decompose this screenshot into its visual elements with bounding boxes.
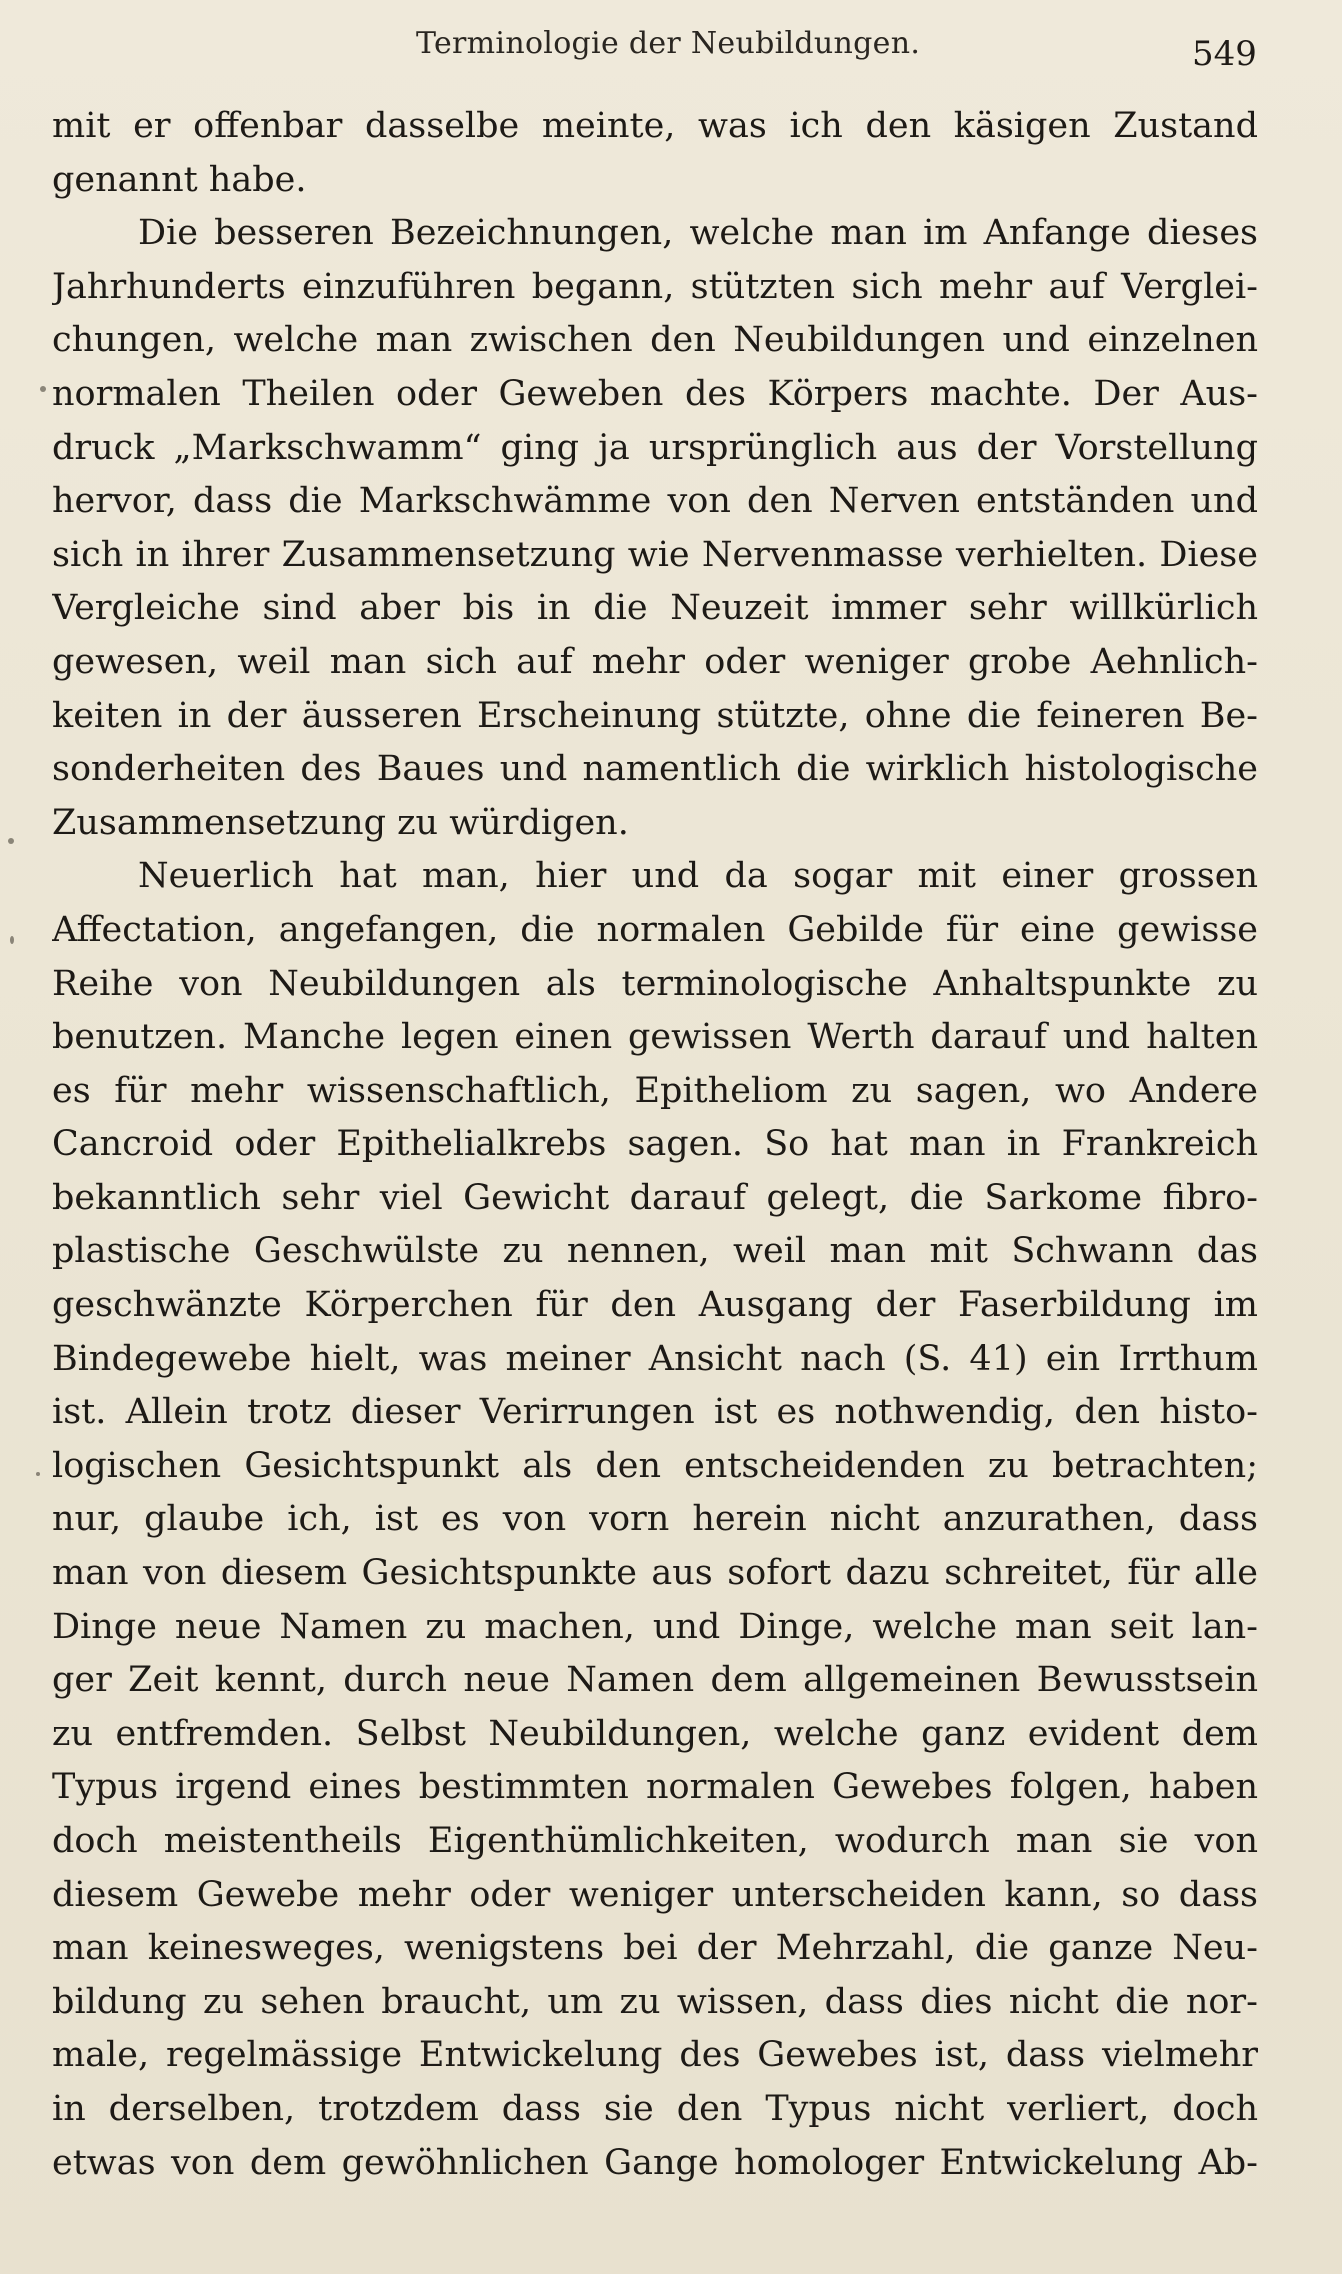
text-line: normalen Theilen oder Geweben des Körpers machte. Der Aus- [52, 373, 1258, 414]
running-head [0, 22, 1342, 78]
body-text [52, 100, 1258, 2190]
text-line: Reihe von Neubildungen als terminologische Anhaltspunkte zu [52, 963, 1258, 1004]
text-line: Die besseren Bezeichnungen, welche man im Anfange dieses [138, 213, 1258, 254]
text-line: Neuerlich hat man, hier und da sogar mit einer grossen [138, 856, 1258, 897]
text-line: ist. Allein trotz dieser Verirrungen ist es nothwendig, den histo- [52, 1392, 1258, 1433]
text-line: sich in ihrer Zusammensetzung wie Nervenmasse verhielten. Diese [52, 534, 1258, 575]
text-line: keiten in der äusseren Erscheinung stützte, ohne die feineren Be- [52, 695, 1258, 736]
text-line: bekanntlich sehr viel Gewicht darauf gelegt, die Sarkome fibro- [52, 1177, 1258, 1218]
text-line: es für mehr wissenschaftlich, Epitheliom zu sagen, wo Andere [52, 1070, 1258, 1111]
text-line: chungen, welche man zwischen den Neubildungen und einzelnen [52, 320, 1258, 361]
text-line: druck „Markschwamm“ ging ja ursprünglich aus der Vorstellung [52, 427, 1258, 468]
text-line: Vergleiche sind aber bis in die Neuzeit immer sehr willkürlich [52, 588, 1258, 629]
text-line: gewesen, weil man sich auf mehr oder weniger grobe Aehnlich- [52, 641, 1258, 682]
text-line: Affectation, angefangen, die normalen Gebilde für eine gewisse [52, 909, 1258, 950]
text-line: mit er offenbar dasselbe meinte, was ich den käsigen Zustand [52, 106, 1258, 146]
text-line: sonderheiten des Baues und namentlich die wirklich histologische [52, 749, 1258, 790]
text-line: bildung zu sehen braucht, um zu wissen, dass dies nicht die nor- [52, 1981, 1258, 2022]
text-line: nur, glaube ich, ist es von vorn herein nicht anzurathen, dass [52, 1499, 1258, 1540]
ink-speck [8, 838, 14, 844]
text-line: plastische Geschwülste zu nennen, weil man mit Schwann das [52, 1231, 1258, 1272]
text-line: hervor, dass die Markschwämme von den Nerven entständen und [52, 481, 1258, 522]
text-line: in derselben, trotzdem dass sie den Typus nicht verliert, doch [52, 2088, 1258, 2129]
text-line: Dinge neue Namen zu machen, und Dinge, welche man seit lan- [52, 1606, 1258, 1647]
text-line: Bindegewebe hielt, was meiner Ansicht nach (S. 41) ein Irrthum [52, 1338, 1258, 1379]
text-line: ger Zeit kennt, durch neue Namen dem allgemeinen Bewusstsein [52, 1660, 1258, 1701]
text-line: genannt habe. [52, 159, 307, 200]
text-line: man keinesweges, wenigstens bei der Mehrzahl, die ganze Neu- [52, 1928, 1258, 1969]
text-line: doch meistentheils Eigenthümlichkeiten, wodurch man sie von [52, 1821, 1258, 1861]
text-line: Jahrhunderts einzuführen begann, stützten sich mehr auf Verglei- [52, 266, 1258, 307]
ink-speck [36, 1472, 40, 1476]
page-number: 549 [1192, 34, 1257, 74]
ink-speck [40, 386, 46, 392]
text-line: etwas von dem gewöhnlichen Gange homologer Entwickelung Ab- [52, 2142, 1258, 2183]
text-line: man von diesem Gesichtspunkte aus sofort dazu schreitet, für alle [52, 1553, 1258, 1594]
text-line: zu entfremden. Selbst Neubildungen, welche ganz evident dem [52, 1713, 1258, 1754]
text-line: male, regelmässige Entwickelung des Gewebes ist, dass vielmehr [52, 2035, 1258, 2076]
text-line: Zusammensetzung zu würdigen. [52, 802, 629, 843]
text-line: benutzen. Manche legen einen gewissen Werth darauf und halten [52, 1017, 1258, 1058]
running-title: Terminologie der Neubildungen. [416, 26, 921, 61]
text-line: diesem Gewebe mehr oder weniger unterscheiden kann, so dass [52, 1874, 1258, 1915]
text-line: Cancroid oder Epithelialkrebs sagen. So hat man in Frankreich [52, 1124, 1258, 1165]
text-line: logischen Gesichtspunkt als den entscheidenden zu betrachten; [52, 1445, 1258, 1486]
text-line: Typus irgend eines bestimmten normalen Gewebes folgen, haben [52, 1767, 1258, 1808]
text-line: geschwänzte Körperchen für den Ausgang der Faserbildung im [52, 1285, 1258, 1326]
ink-speck [10, 936, 14, 944]
